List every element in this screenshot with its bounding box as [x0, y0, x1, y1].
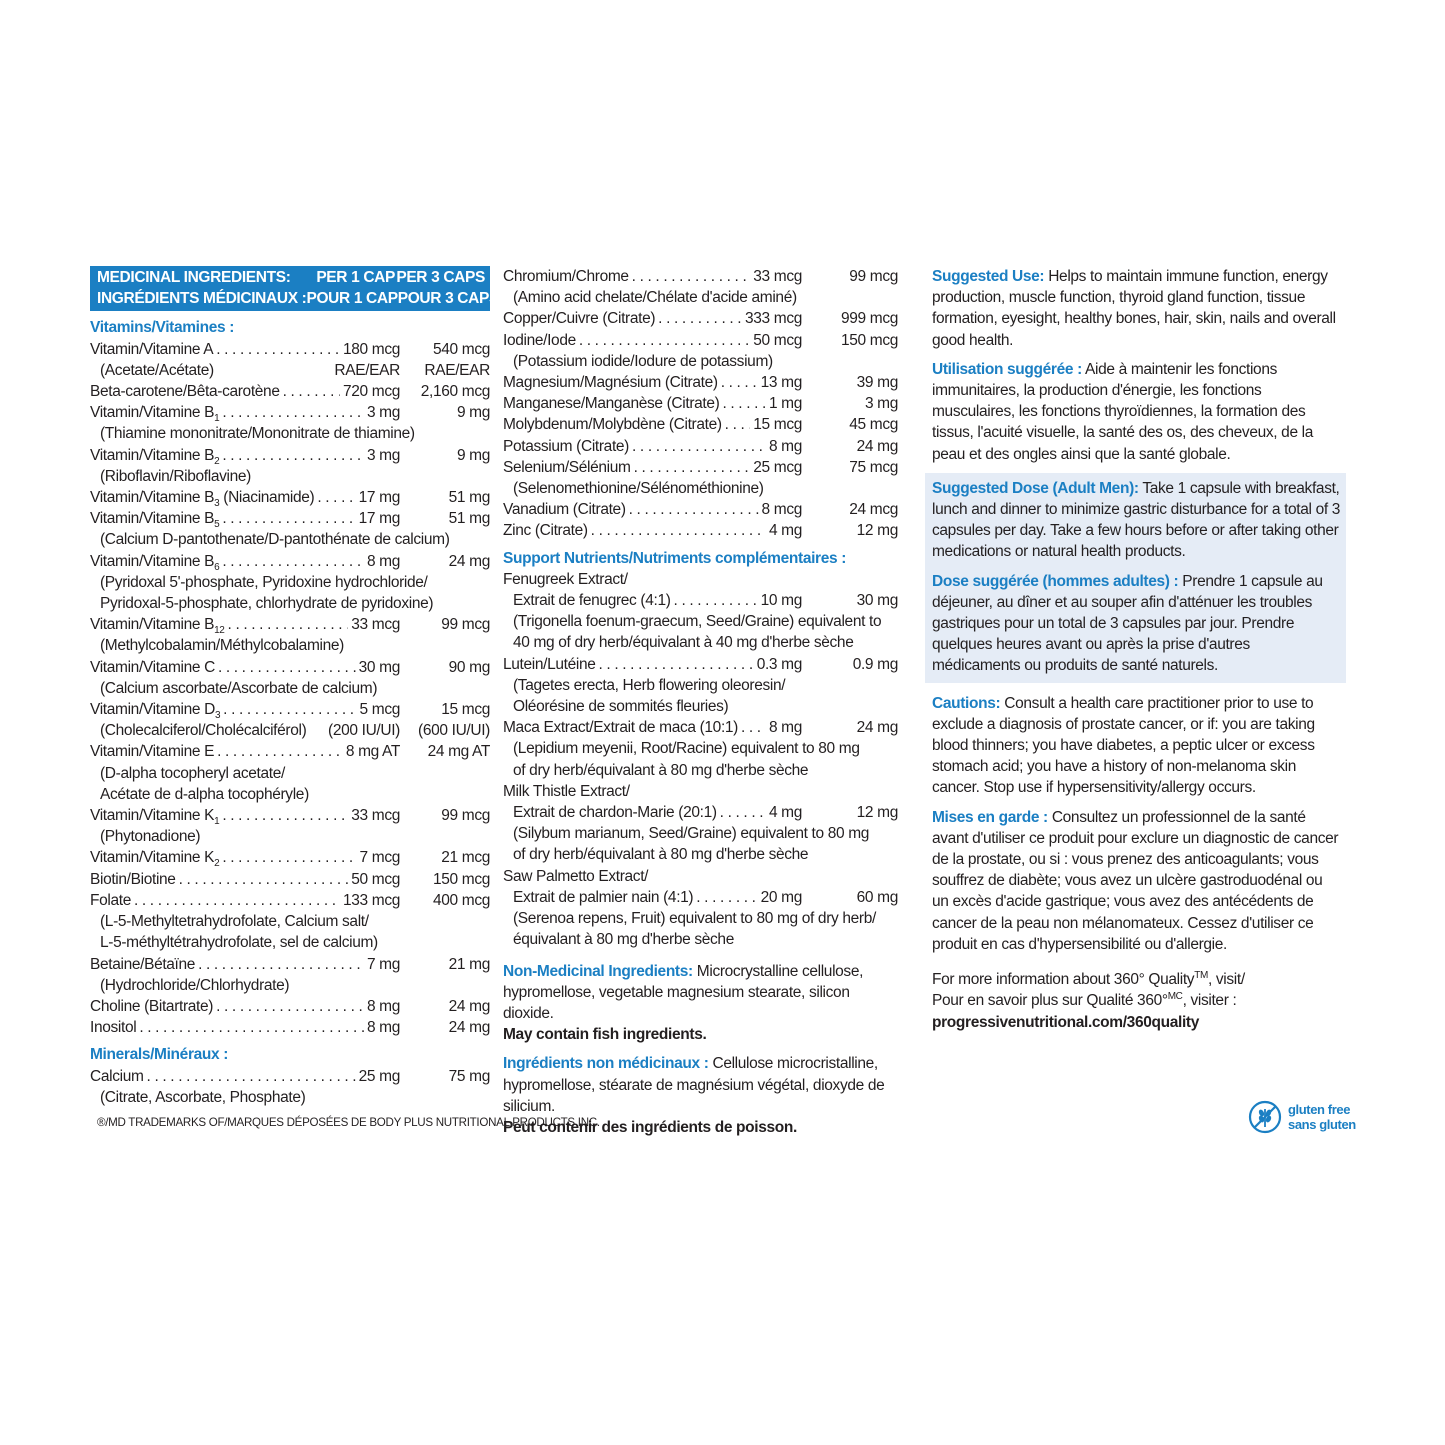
trademark-footer: ®/MD TRADEMARKS OF/MARQUES DÉPOSÉES DE BODY PLUS NUTRITIONAL PRODUCTS INC.: [97, 1116, 600, 1129]
ingredient-name: [503, 372, 718, 393]
amount-per-1-cap: 7 mg: [366, 955, 400, 973]
ingredient-row: [90, 402, 490, 423]
unit-per-1-cap: (200 IU/UI): [328, 722, 400, 740]
amount-per-3-caps: 24 mg AT: [427, 743, 490, 761]
ingredient-row: [90, 657, 490, 678]
amount-per-1-cap: 0.3 mg: [756, 655, 802, 673]
quality-info: For more information about 360° Quality™, visit/ Pour en savoir plus sur Qualité 360°$^{MC}$, visiter : progressivenutritional.com/360quality: [932, 969, 1342, 1033]
ingredient-source: (Trigonella foenum-graecum, Seed/Graine) equivalent to: [513, 613, 882, 631]
ingredient-source: (D-alpha tocopheryl acetate/: [100, 764, 285, 782]
ingredient-source: Oléorésine de sommités fleuries): [513, 698, 729, 716]
ingredient-name-prefix: Saw Palmetto Extract/: [503, 867, 649, 885]
amount-per-3-caps: 75 mcg: [849, 458, 898, 476]
ingredient-subscript: 1: [214, 413, 220, 425]
ingredient-name-text: Extrait de palmier nain (4:1): [513, 888, 694, 906]
amount-per-3-caps: 9 mg: [456, 446, 490, 464]
ingredient-name-text: Potassium (Citrate): [503, 437, 629, 455]
amount-per-3-caps: 24 mcg: [849, 501, 898, 519]
ingredient-row: [503, 887, 898, 908]
suggested-dose-en: Suggested Dose (Adult Men): Take 1 capsule with breakfast, lunch and dinner to minimize gastric disturbance for a total of 3 capsules per day. Take a few hours before or after taking other medications or natural health products.: [932, 479, 1341, 561]
ingredient-row: [90, 954, 490, 975]
ingredient-row: [90, 699, 490, 720]
ingredient-name: [90, 1066, 144, 1087]
ingredient-row: [503, 393, 898, 414]
amount-per-1-cap: 333 mcg: [745, 310, 802, 328]
amount-per-3-caps: 0.9 mg: [852, 655, 898, 673]
ingredient-row: [90, 996, 490, 1017]
amount-per-3-caps: 999 mcg: [841, 310, 898, 328]
dot-leader: [722, 393, 765, 414]
ingredient-name-text: Magnesium/Magnésium (Citrate): [503, 374, 718, 392]
ingredient-row: [503, 717, 898, 738]
suggested-use-en: Suggested Use: Helps to maintain immune function, energy production, muscle function, thyroid gland function, tissue formation, eyesight, healthy bones, hair, skin, nails and overall good health.: [932, 268, 1336, 349]
ingredient-name: [90, 847, 219, 868]
ingredient-subscript: 3: [214, 498, 220, 510]
ingredient-name: [90, 339, 213, 360]
ingredient-source: (Phytonadione): [100, 828, 201, 846]
ingredient-name: [503, 457, 631, 478]
ingredient-name-text: Extrait de chardon-Marie (20:1): [513, 804, 717, 822]
ingredient-row: [503, 308, 898, 329]
amount-per-1-cap: 50 mcg: [351, 870, 400, 888]
amount-per-3-caps: 75 mg: [448, 1067, 490, 1085]
amount-per-1-cap: 8 mg: [366, 997, 400, 1015]
dot-leader: [222, 805, 348, 826]
cautions-en: Cautions: Consult a health care practitioner prior to use to exclude a diagnosis of prostate cancer, or if: you are taking blood thinners; you have diabetes, a peptic ulcer or excess stomach acid; you have a history of non-melanoma skin cancer. Stop use if hypersensitivity/allergy occurs.: [932, 694, 1315, 797]
unit-per-3-caps: RAE/EAR: [424, 361, 490, 379]
vitamins-list: [90, 339, 490, 1039]
amount-per-1-cap: 15 mcg: [753, 416, 802, 434]
amount-per-1-cap: 13 mg: [760, 374, 802, 392]
ingredient-row: [90, 614, 490, 635]
amount-per-1-cap: 33 mcg: [351, 807, 400, 825]
amount-per-3-caps: 9 mg: [456, 404, 490, 422]
amount-per-1-cap: 3 mg: [366, 446, 400, 464]
ingredient-subscript: 1: [214, 816, 220, 828]
amount-per-3-caps: 15 mcg: [441, 701, 490, 719]
amount-per-3-caps: 51 mg: [448, 489, 490, 507]
ingredient-source: (Acetate/Acétate): [100, 361, 214, 379]
amount-per-1-cap: 33 mcg: [351, 616, 400, 634]
dot-leader: [139, 1017, 364, 1038]
ingredient-name-text: Zinc (Citrate): [503, 522, 588, 540]
ingredient-source: (Hydrochloride/Chlorhydrate): [100, 976, 290, 994]
ingredient-row: [90, 869, 490, 890]
minerals-section-title: Minerals/Minéraux :: [90, 1046, 229, 1064]
dot-leader: [179, 869, 349, 890]
ingredient-row: [90, 551, 490, 572]
amount-per-3-caps: 150 mcg: [841, 331, 898, 349]
ingredient-name: [90, 381, 280, 402]
ingredient-name-text: Inositol: [90, 1019, 137, 1037]
ingredient-name-text: Vitamin/Vitamine B: [90, 552, 215, 570]
ingredient-row: [503, 457, 898, 478]
amount-per-3-caps: 99 mcg: [849, 268, 898, 285]
ingredient-name-text: Manganese/Manganèse (Citrate): [503, 395, 720, 413]
dot-leader: [216, 339, 340, 360]
amount-per-3-caps: 24 mg: [448, 552, 490, 570]
cautions-fr: Mises en garde : Consultez un professionnel de la santé avant d'utiliser ce produit pour exclure un diagnostic de cancer de la prostate, ou si : vous prenez des anticoagulants; vous souffrez de diabète; vous avez un ulcère gastroduodénal ou un excès d'acide gastrique; vous avez des antécédents de cancer de la peau non mélanomateux. Cessez d'utiliser ce produit en cas d'hypersensibilité ou d'allergie.: [932, 808, 1339, 953]
ingredient-name-text: Chromium/Chrome: [503, 268, 629, 285]
amount-per-3-caps: 3 mg: [864, 395, 898, 413]
ingredient-name-text: Vitamin/Vitamine D: [90, 701, 215, 719]
ingredient-source: 40 mg of dry herb/équivalant à 40 mg d'herbe sèche: [513, 634, 854, 652]
ingredient-source: (Selenomethionine/Sélénométhionine): [513, 480, 764, 498]
header-pour-1-cap: POUR 1 CAP: [306, 290, 398, 308]
minerals-list-col1: [90, 1066, 490, 1108]
ingredient-subscript: 3: [214, 710, 221, 722]
dot-leader: [134, 890, 340, 911]
dot-leader: [198, 954, 364, 975]
ingredient-name-text: Molybdenum/Molybdène (Citrate): [503, 416, 722, 434]
dot-leader: [591, 520, 766, 541]
ingredient-row: [503, 372, 898, 393]
ingredient-row: [90, 847, 490, 868]
ingredient-name: [90, 551, 219, 572]
ingredient-source: (Silybum marianum, Seed/Graine) equivalent to 80 mg: [513, 825, 870, 843]
ingredient-name-prefix: Fenugreek Extract/: [503, 570, 628, 588]
ingredient-row: [90, 508, 490, 529]
dot-leader: [725, 414, 751, 435]
dot-leader: [741, 717, 766, 738]
ingredient-name: [503, 499, 626, 520]
ingredient-name-text: Vitamin/Vitamine E: [90, 743, 215, 761]
ingredient-name: [503, 717, 738, 738]
ingredient-source: (Riboflavin/Riboflavine): [100, 467, 251, 485]
ingredient-subscript: 6: [214, 561, 220, 573]
dot-leader: [658, 308, 742, 329]
ingredient-name-text: Vitamin/Vitamine A: [90, 340, 214, 358]
amount-per-3-caps: 12 mg: [856, 522, 898, 540]
amount-per-1-cap: 33 mcg: [753, 268, 802, 285]
ingredient-source: (Thiamine mononitrate/Mononitrate de thiamine): [100, 425, 415, 443]
ingredient-row: [503, 436, 898, 457]
ingredient-row: [90, 487, 490, 508]
suggested-dose-fr: Dose suggérée (hommes adultes) : Prendre 1 capsule au déjeuner, au dîner et au souper afin d'atténuer les troubles gastriques pour un total de 3 capsules par jour. Prendre quelques heures avant ou après la prise d'autres médicaments ou produits de santé naturels.: [932, 572, 1323, 675]
header-per-1-cap: PER 1 CAP: [316, 269, 395, 286]
ingredient-name-text: Folate: [90, 891, 131, 909]
unit-per-1-cap: RAE/EAR: [334, 361, 400, 379]
amount-per-3-caps: 24 mg: [856, 437, 898, 455]
ingredient-row: [90, 1017, 490, 1038]
amount-per-1-cap: 720 mcg: [343, 383, 400, 401]
amount-per-1-cap: 4 mg: [768, 522, 802, 540]
amount-per-3-caps: 24 mg: [448, 1019, 490, 1037]
dot-leader: [222, 445, 364, 466]
ingredient-source: (Tagetes erecta, Herb flowering oleoresin/: [513, 676, 786, 694]
dot-leader: [222, 508, 355, 529]
amount-per-3-caps: 99 mcg: [441, 807, 490, 825]
ingredient-name-text: Lutein/Lutéine: [503, 655, 596, 673]
dot-leader: [632, 266, 751, 287]
ingredient-name: [90, 657, 215, 678]
amount-per-1-cap: 8 mg: [366, 552, 400, 570]
dot-leader: [720, 802, 766, 823]
amount-per-3-caps: 24 mg: [448, 997, 490, 1015]
ingredient-subscript: 2: [214, 858, 220, 870]
amount-per-3-caps: 24 mg: [856, 719, 898, 737]
support-section-title: Support Nutrients/Nutriments complémentaires :: [503, 549, 847, 567]
suggested-use-fr: Utilisation suggérée : Aide à maintenir les fonctions immunitaires, la production d'énergie, les fonctions musculaires, les fonctions thyroïdiennes, la formation des tissus, l'acuité visuelle, la santé des os, des cheveux, de la peau et des ongles ainsi que la santé globale.: [932, 360, 1314, 463]
ingredient-name: [90, 402, 219, 423]
ingredient-name: [90, 996, 213, 1017]
ingredient-name: [90, 954, 195, 975]
dot-leader: [218, 657, 356, 678]
ingredient-source: (Lepidium meyenii, Root/Racine) equivalent to 80 mg: [513, 740, 860, 758]
ingredient-name-text: Beta-carotene/Bêta-carotène: [90, 383, 280, 401]
non-medicinal-fr: Ingrédients non médicinaux : Cellulose microcristalline, hypromellose, stéarate de magnésium végétal, dioxyde de silicium. Peut contenir des ingrédients de poisson.: [503, 1055, 885, 1136]
ingredient-name: [503, 436, 629, 457]
ingredient-name: [503, 330, 576, 351]
amount-per-1-cap: 8 mcg: [761, 501, 802, 519]
dot-leader: [579, 330, 750, 351]
ingredient-name: [90, 445, 219, 466]
ingredient-row: [503, 330, 898, 351]
dot-leader: [222, 847, 356, 868]
amount-per-1-cap: 8 mg: [768, 719, 802, 737]
amount-per-3-caps: 2,160 mcg: [420, 383, 490, 401]
ingredient-name-text: Vanadium (Citrate): [503, 501, 626, 519]
ingredient-name: [90, 508, 219, 529]
ingredient-source: (Citrate, Ascorbate, Phosphate): [100, 1088, 306, 1106]
ingredient-row: [503, 590, 898, 611]
ingredient-name-text: Choline (Bitartrate): [90, 997, 214, 1015]
ingredient-name-text: Copper/Cuivre (Citrate): [503, 310, 656, 328]
gluten-free-badge: [1248, 1100, 1356, 1134]
ingredient-name-text: Extrait de fenugrec (4:1): [513, 592, 671, 610]
amount-per-1-cap: 25 mcg: [753, 458, 802, 476]
dose-box: [925, 473, 1346, 683]
ingredient-name: [503, 654, 596, 675]
ingredient-name: [503, 414, 722, 435]
dot-leader: [317, 487, 355, 508]
ingredient-row: [90, 381, 490, 402]
amount-per-1-cap: 8 mg: [768, 437, 802, 455]
ingredient-row: [90, 445, 490, 466]
ingredient-source: of dry herb/équivalant à 80 mg d'herbe sèche: [513, 846, 809, 864]
header-per-3-caps: PER 3 CAPS: [396, 269, 485, 286]
ingredient-source: L-5-méthyltétrahydrofolate, sel de calcium): [100, 934, 378, 952]
ingredient-row: [90, 339, 490, 360]
amount-per-1-cap: 133 mcg: [343, 891, 400, 909]
amount-per-1-cap: 20 mg: [760, 888, 802, 906]
ingredient-name: [90, 614, 225, 635]
amount-per-1-cap: 5 mcg: [359, 701, 400, 719]
ingredient-source: équivalant à 80 mg d'herbe sèche: [513, 931, 734, 949]
ingredient-name: [90, 869, 176, 890]
ingredient-unit-row: [90, 360, 490, 381]
dot-leader: [222, 402, 364, 423]
ingredient-source: (Amino acid chelate/Chélate d'acide aminé): [513, 289, 797, 307]
gluten-free-fr: sans gluten: [1288, 1117, 1356, 1132]
ingredient-name: [90, 1017, 136, 1038]
ingredient-name-text: Calcium: [90, 1067, 144, 1085]
ingredient-name-text: Vitamin/Vitamine K: [90, 807, 215, 825]
ingredient-suffix: (Niacinamide): [219, 489, 315, 507]
amount-per-3-caps: 51 mg: [448, 510, 490, 528]
amount-per-1-cap: 30 mg: [358, 658, 400, 676]
amount-per-3-caps: 150 mcg: [433, 870, 490, 888]
amount-per-3-caps: 90 mg: [448, 658, 490, 676]
ingredient-row: [503, 802, 898, 823]
dot-leader: [629, 499, 759, 520]
amount-per-3-caps: 12 mg: [856, 804, 898, 822]
ingredient-name-text: Vitamin/Vitamine B: [90, 489, 215, 507]
amount-per-3-caps: 99 mcg: [441, 616, 490, 634]
dot-leader: [222, 551, 364, 572]
ingredient-name: [90, 699, 220, 720]
ingredient-name-text: Selenium/Sélénium: [503, 458, 631, 476]
amount-per-1-cap: 3 mg: [366, 404, 400, 422]
ingredient-source: (L-5-Methyltetrahydrofolate, Calcium salt/: [100, 913, 369, 931]
ingredient-name: [503, 266, 629, 287]
ingredient-unit-row: [90, 720, 490, 741]
minerals-list-col2: [503, 266, 898, 542]
ingredient-name: [90, 805, 219, 826]
ingredient-source: Acétate de d-alpha tocophéryle): [100, 785, 309, 803]
amount-per-3-caps: 45 mcg: [849, 416, 898, 434]
medicinal-ingredients-header: [90, 266, 499, 311]
amount-per-1-cap: 17 mg: [358, 510, 400, 528]
ingredient-name-text: Vitamin/Vitamine B: [90, 616, 215, 634]
header-label-en: MEDICINAL INGREDIENTS:: [97, 269, 291, 286]
amount-per-1-cap: 4 mg: [768, 804, 802, 822]
vitamins-section-title: Vitamins/Vitamines :: [90, 319, 235, 337]
amount-per-1-cap: 1 mg: [768, 395, 802, 413]
ingredient-source: (Pyridoxal 5'-phosphate, Pyridoxine hydrochloride/: [100, 573, 428, 591]
amount-per-3-caps: 39 mg: [856, 374, 898, 392]
ingredient-name-text: Vitamin/Vitamine B: [90, 510, 215, 528]
ingredient-source: (Calcium D-pantothenate/D-pantothénate de calcium): [100, 531, 450, 549]
ingredient-name: [503, 308, 655, 329]
header-pour-3-caps: POUR 3 CAPS: [397, 290, 499, 308]
support-nutrients-list: [503, 569, 898, 951]
ingredient-name: [503, 802, 717, 823]
amount-per-1-cap: 10 mg: [760, 592, 802, 610]
ingredient-name: [90, 741, 214, 762]
ingredient-subscript: 5: [214, 519, 220, 531]
ingredient-subscript: 2: [214, 455, 220, 467]
quality-url[interactable]: progressivenutritional.com/360quality: [932, 1013, 1199, 1031]
amount-per-1-cap: 25 mg: [358, 1067, 400, 1085]
ingredient-name: [503, 887, 693, 908]
amount-per-1-cap: 8 mg: [366, 1019, 400, 1037]
ingredient-row: [503, 499, 898, 520]
amount-per-3-caps: 30 mg: [856, 592, 898, 610]
ingredient-name-text: Betaine/Bétaïne: [90, 955, 196, 973]
dot-leader: [634, 457, 751, 478]
amount-per-1-cap: 180 mcg: [343, 340, 400, 358]
ingredients-column-2: [503, 266, 898, 1146]
ingredient-subscript: 12: [214, 625, 225, 637]
amount-per-3-caps: 21 mcg: [441, 849, 490, 867]
ingredient-source: (Serenoa repens, Fruit) equivalent to 80 mg of dry herb/: [513, 910, 876, 928]
dot-leader: [696, 887, 757, 908]
amount-per-3-caps: 540 mcg: [433, 340, 490, 358]
ingredient-name-text: Vitamin/Vitamine B: [90, 404, 215, 422]
ingredient-name-text: Maca Extract/Extrait de maca (10:1): [503, 719, 738, 737]
ingredient-source: (Methylcobalamin/Méthylcobalamine): [100, 637, 344, 655]
amount-per-3-caps: 21 mg: [448, 955, 490, 973]
amount-per-1-cap: 7 mcg: [359, 849, 400, 867]
non-medicinal-en: Non-Medicinal Ingredients: Microcrystalline cellulose, hypromellose, vegetable magnesium stearate, silicon dioxide. May contain fish ingredients.: [503, 962, 864, 1044]
ingredient-source: (Cholecalciferol/Cholécalciférol): [100, 722, 307, 740]
ingredient-name: [90, 890, 131, 911]
dot-leader: [147, 1066, 356, 1087]
ingredient-source: (Calcium ascorbate/Ascorbate de calcium): [100, 679, 378, 697]
ingredient-row: [503, 520, 898, 541]
directions-column: [932, 266, 1342, 1033]
dot-leader: [216, 996, 364, 1017]
ingredient-name-text: Vitamin/Vitamine B: [90, 446, 215, 464]
ingredient-row: [503, 266, 898, 287]
ingredient-name: [503, 520, 588, 541]
ingredient-name-text: Iodine/Iode: [503, 331, 576, 349]
ingredient-row: [503, 414, 898, 435]
ingredients-column-1: [90, 266, 499, 1108]
ingredient-row: [90, 1066, 490, 1087]
amount-per-1-cap: 8 mg AT: [345, 743, 400, 761]
ingredient-name: [90, 487, 314, 508]
ingredient-source: of dry herb/équivalant à 80 mg d'herbe sèche: [513, 761, 809, 779]
gluten-free-en: gluten free: [1288, 1102, 1351, 1117]
ingredient-row: [90, 805, 490, 826]
amount-per-1-cap: 17 mg: [358, 489, 400, 507]
dot-leader: [217, 741, 343, 762]
ingredient-name-prefix: Milk Thistle Extract/: [503, 782, 630, 800]
ingredient-source: Pyridoxal-5-phosphate, chlorhydrate de pyridoxine): [100, 595, 434, 613]
ingredient-name-text: Vitamin/Vitamine K: [90, 849, 215, 867]
amount-per-1-cap: 50 mcg: [753, 331, 802, 349]
gluten-free-icon: [1248, 1100, 1282, 1134]
ingredient-row: [90, 741, 490, 762]
dot-leader: [283, 381, 340, 402]
ingredient-name-text: Vitamin/Vitamine C: [90, 658, 215, 676]
amount-per-3-caps: 400 mcg: [433, 891, 490, 909]
ingredient-row: [90, 890, 490, 911]
dot-leader: [721, 372, 758, 393]
ingredient-source: (Potassium iodide/Iodure de potassium): [513, 352, 773, 370]
dot-leader: [228, 614, 349, 635]
dot-leader: [223, 699, 356, 720]
dot-leader: [599, 654, 754, 675]
ingredient-name: [503, 590, 671, 611]
dot-leader: [674, 590, 758, 611]
ingredient-row: [503, 654, 898, 675]
amount-per-3-caps: 60 mg: [856, 888, 898, 906]
unit-per-3-caps: (600 IU/UI): [418, 722, 490, 740]
header-label-fr: INGRÉDIENTS MÉDICINAUX :: [97, 290, 307, 308]
ingredient-name-text: Biotin/Biotine: [90, 870, 176, 888]
ingredient-name: [503, 393, 719, 414]
dot-leader: [632, 436, 766, 457]
